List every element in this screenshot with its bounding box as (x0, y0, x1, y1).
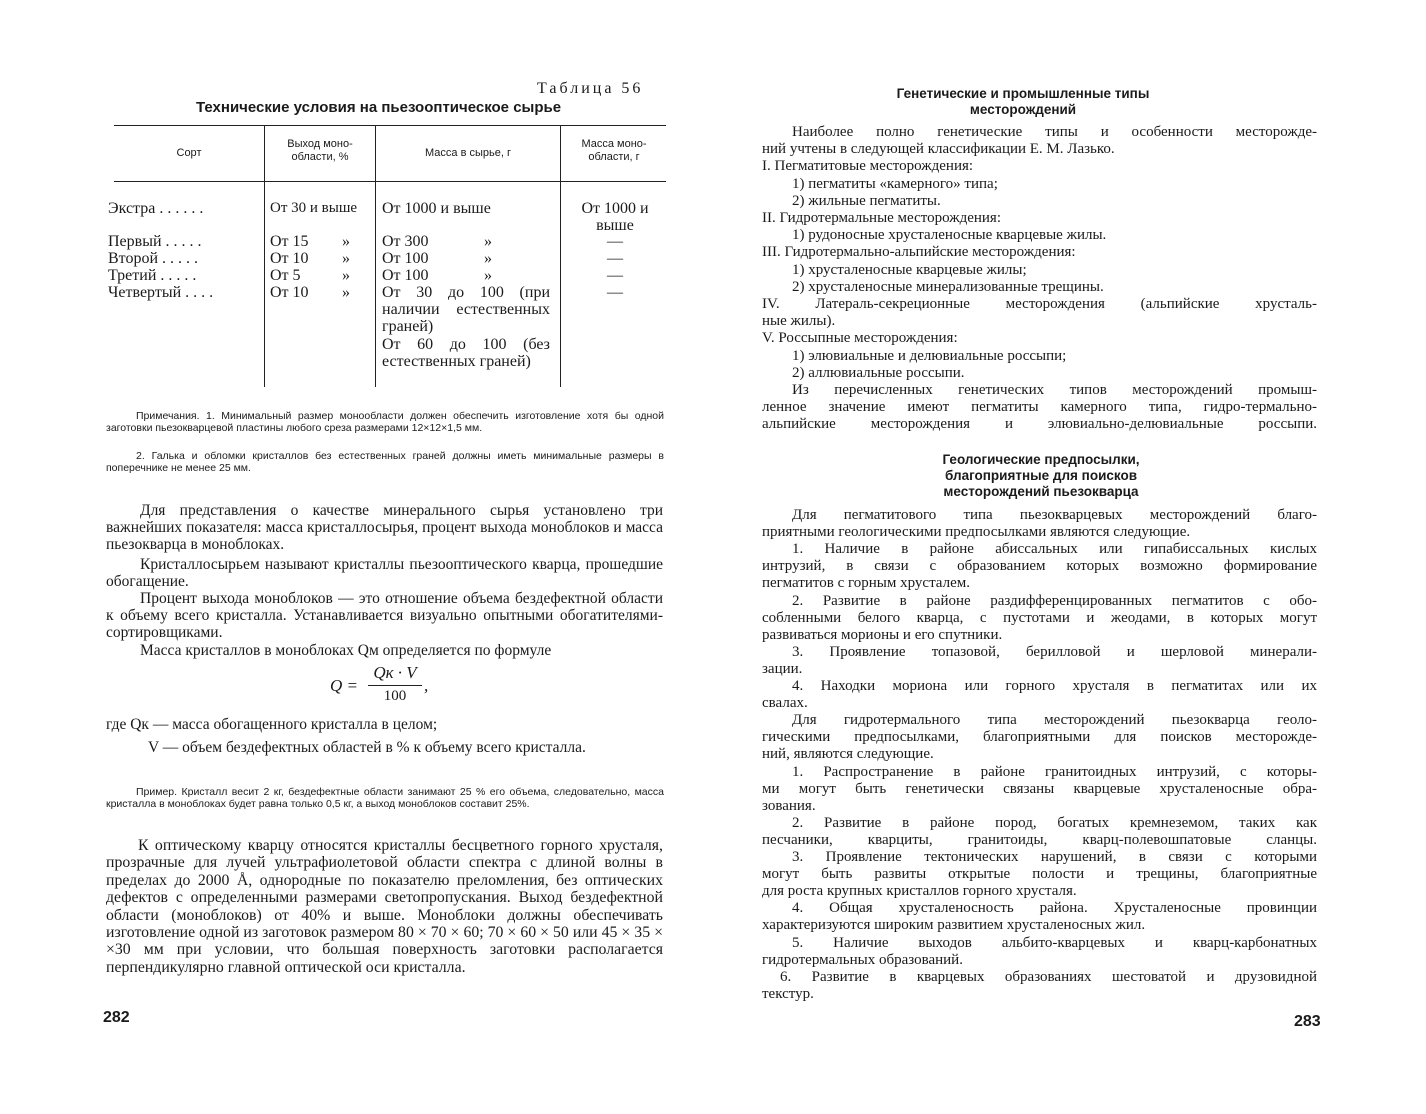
text-line: 3. Проявление тектонических нарушений, в связи с которыми (792, 849, 1317, 865)
text-line: Для пегматитового типа пьезокварцевых месторождений благо- (792, 507, 1317, 523)
table-col-divider (375, 125, 376, 387)
text-line: Из перечисленных генетических типов месторождений промыш- (792, 382, 1317, 398)
cell-ditto: » (484, 233, 492, 250)
text-line: пегматитов с горным хрусталем. (762, 575, 970, 592)
table-header-mass-raw: Масса в сырье, г (425, 147, 511, 159)
text-line: Наиболее полно генетические типы и особенности месторожде- (792, 124, 1317, 140)
cell-sort: Первый . . . . . (108, 233, 202, 250)
cell-yield: От 15 (270, 233, 309, 250)
final-paragraph: К оптическому кварцу относятся кристаллы бесцветного горного хрусталя, прозрачные для лучей ультрафиолетовой области спектра с длиной волны в пределах до 2000 Å, однородные по показателю преломления, без оптических дефектов с определенными размерами светопропускания. Выход бездефектной области (моноблоков) от 40% и выше. Моноблоки должны обеспечивать изготовление одной из заготовок размером 80 × 70 × 60; 70 × 60 × 50 или 45 × 35 × ×30 мм при условии, что большая поверхность заготовки располагается перпендикулярно главной оптической оси кристалла. (106, 837, 663, 976)
table-header-sort: Сорт (176, 147, 202, 159)
text-line: 2) жильные пегматиты. (792, 192, 941, 209)
left-page (0, 0, 700, 1114)
paragraph: Процент выхода моноблоков — это отношение объема бездефектной области к объему всего кристалла. Устанавливается визуально опытными обогатителями-сортировщиками. (106, 590, 663, 642)
text-line: 2. Развитие в районе пород, богатых кремнеземом, таких как (792, 814, 1317, 831)
table-col-divider (560, 125, 561, 387)
table-header-yield: Выход моно- области, % (287, 138, 353, 163)
text-line: 2. Развитие в районе раздифференцированных пегматитов с обо- (792, 592, 1317, 609)
text-line: 1) элювиальные и делювиальные россыпи; (792, 347, 1067, 364)
cell-ditto: » (342, 233, 350, 250)
text-line: текстур. (762, 985, 814, 1002)
paragraph: Масса кристаллов в моноблоках Qм определяется по формуле (140, 642, 552, 659)
cell-mass-raw-2: От 60 до 100 (без естественных граней) (382, 336, 550, 370)
cell-mass-mono: — (607, 250, 623, 267)
page-number: 283 (1294, 1013, 1321, 1030)
text-line: 2) аллювиальные россыпи. (792, 364, 965, 381)
page-number: 282 (103, 1009, 130, 1026)
formula-denominator: 100 (383, 688, 407, 704)
paragraph: Кристаллосырьем называют кристаллы пьезооптического кварца, прошедшие обогащение. (106, 556, 663, 591)
where-line-1: где Qк — масса обогащенного кристалла в целом; (106, 716, 438, 733)
cell-mass-raw: От 30 до 100 (при наличии естественных граней) (382, 284, 550, 335)
text-line: характеризуются широким развитием хрусталеносных жил. (762, 917, 1146, 934)
table-note-2: 2. Галька и обломки кристаллов без естественных граней должны иметь минимальные размеры в поперечнике не менее 25 мм. (106, 450, 664, 474)
fraction-bar (368, 685, 422, 686)
table-title: Технические условия на пьезооптическое сырье (196, 99, 562, 116)
text-line: V. Россыпные месторождения: (762, 330, 958, 347)
table-header-rule (114, 181, 666, 182)
text-line: I. Пегматитовые месторождения: (762, 158, 974, 175)
text-line: свалах. (762, 695, 808, 712)
cell-mass-mono: — (607, 267, 623, 284)
formula-lhs: Q = (330, 676, 358, 695)
cell-ditto: » (342, 267, 350, 284)
text-line: для роста крупных кристаллов горного хрусталя. (762, 883, 1077, 900)
text-line: 5. Наличие выходов альбито-кварцевых и кварц-карбонатных (792, 934, 1317, 951)
table-col-divider (264, 125, 265, 387)
example-note: Пример. Кристалл весит 2 кг, бездефектные области занимают 25 % его объема, следовательно, масса кристалла в моноблоках будет равна только 0,5 кг, а выход моноблоков составит 25%. (106, 786, 664, 810)
text-line: III. Гидротермально-альпийские месторождения: (762, 244, 1076, 261)
cell-ditto: » (484, 267, 492, 284)
cell-yield: От 30 и выше (270, 200, 358, 216)
cell-ditto: » (342, 250, 350, 267)
where-line-2: V — объем бездефектных областей в % к объему всего кристалла. (148, 739, 586, 756)
table-note-1: Примечания. 1. Минимальный размер монообласти должен обеспечить изготовление хотя бы одной заготовки пьезокварцевой пластины любого среза размерами 12×12×1,5 мм. (106, 410, 664, 434)
text-line: 1. Распространение в районе гранитоидных интрузий, с которы- (792, 763, 1317, 780)
table-header-mass-mono: Масса моно- области, г (581, 138, 647, 163)
text-line: 4. Общая хрусталеносность района. Хрусталеносные провинции (792, 900, 1317, 917)
text-line: ные жилы). (762, 313, 836, 330)
section-heading-1: Генетические и промышленные типы месторождений (896, 86, 1150, 117)
text-line: 1) рудоносные хрусталеносные кварцевые жилы. (792, 227, 1107, 244)
text-line: 4. Находки мориона или горного хрусталя в пегматитах или их (792, 678, 1317, 694)
text-line: песчаники, кварциты, гранитоиды, кварц-полевошпатовые сланцы. (762, 831, 1317, 848)
cell-sort: Второй . . . . . (108, 250, 199, 267)
formula-numerator: Qк · V (373, 663, 417, 682)
table-number: Таблица 56 (537, 80, 644, 97)
text-line: интрузий, в связи с образованием которых возможно формирование (762, 558, 1317, 575)
text-line: могут быть развиты открытые полости и трещины, благоприятные (762, 866, 1317, 883)
text-line: Для гидротермального типа месторождений пьезокварца геоло- (792, 712, 1317, 729)
text-line: ний, являются следующие. (762, 746, 934, 763)
cell-mass-raw: От 100 (382, 250, 429, 267)
text-line: 2) хрусталеносные минерализованные трещины. (792, 278, 1104, 295)
cell-sort: Четвертый . . . . (108, 284, 214, 301)
cell-mass-raw: От 100 (382, 267, 429, 284)
text-line: развиваться морионы и его спутники. (762, 626, 1003, 643)
cell-mass-mono: От 1000 и выше (581, 200, 649, 234)
paragraph: Для представления о качестве минерального сырья установлено три важнейших показателя: масса кристаллосырья, процент выхода моноблоков и масса пьезокварца в моноблоках. (106, 502, 663, 554)
text-line: ленное значение имеют пегматиты камерного типа, гидро-термально- (762, 399, 1317, 416)
text-line: 3. Проявление топазовой, берилловой и шерловой минерали- (792, 643, 1317, 660)
right-page (713, 0, 1426, 1114)
cell-mass-raw: От 1000 и выше (382, 200, 491, 217)
cell-ditto: » (342, 284, 350, 301)
table-top-rule (114, 125, 666, 126)
cell-sort: Третий . . . . . (108, 267, 197, 284)
text-line: 1) хрусталеносные кварцевые жилы; (792, 261, 1027, 278)
cell-yield: От 10 (270, 250, 309, 267)
text-line: альпийские месторождения и элювиально-делювиальные россыпи. (762, 416, 1317, 433)
text-line: гическими предпосылками, благоприятными для поисков месторожде- (762, 729, 1317, 746)
cell-yield: От 5 (270, 267, 301, 284)
text-line: гидротермальных образований. (762, 951, 963, 968)
text-line: зования. (762, 797, 816, 814)
text-line: зации. (762, 660, 803, 677)
text-line: II. Гидротермальные месторождения: (762, 210, 1001, 226)
text-line: ний учтены в следующей классификации Е. М. Лазько. (762, 141, 1115, 158)
section-heading-2: Геологические предпосылки, благоприятные для поисков месторождений пьезокварца (942, 452, 1140, 499)
cell-mass-mono: — (607, 233, 623, 250)
text-line: 1) пегматиты «камерного» типа; (792, 175, 998, 192)
text-line: ми могут быть генетически связаны кварцевые хрусталеносные обра- (762, 780, 1317, 797)
text-line: 6. Развитие в кварцевых образованиях шестоватой и друзовидной (780, 968, 1317, 985)
cell-ditto: » (484, 250, 492, 267)
cell-sort: Экстра . . . . . . (108, 200, 204, 217)
cell-mass-mono: — (607, 284, 623, 301)
text-line: IV. Латераль-секреционные месторождения (альпийские хрусталь- (762, 296, 1317, 312)
formula-tail: , (424, 676, 429, 695)
cell-yield: От 10 (270, 284, 309, 301)
text-line: собленными белого кварца, с пустотами и жеодами, в которых могут (762, 609, 1317, 626)
text-line: приятными геологическими предпосылками являются следующие. (762, 524, 1191, 541)
cell-mass-raw: От 300 (382, 233, 429, 250)
text-line: 1. Наличие в районе абиссальных или гипабиссальных кислых (792, 541, 1317, 558)
